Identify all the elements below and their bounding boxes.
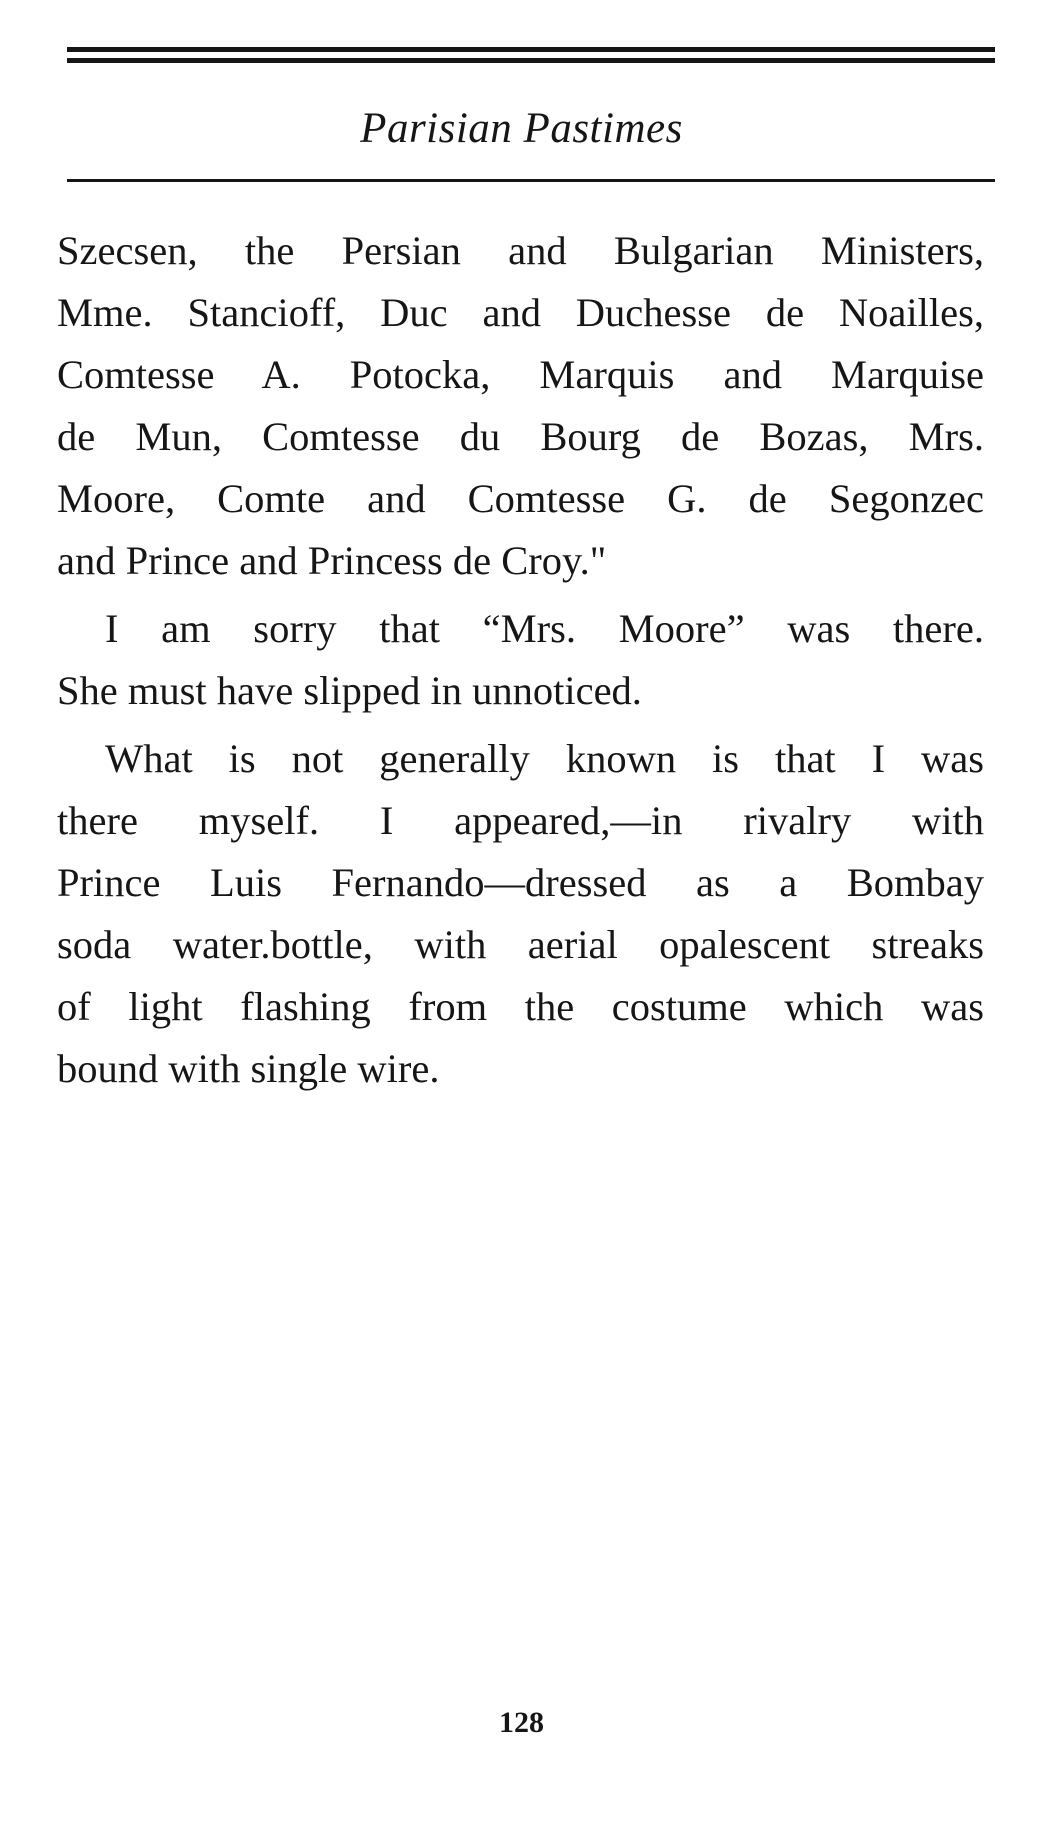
text-line: of light flashing from the costume which was <box>57 984 984 1029</box>
text-line: there myself. I appeared,—in rivalry with <box>57 798 984 843</box>
text-line: bound with single wire. <box>57 1046 440 1091</box>
body-text <box>57 220 984 1100</box>
text-line: I am sorry that “Mrs. Moore” was there. <box>105 606 984 651</box>
text-line: She must have slipped in unnoticed. <box>57 668 642 713</box>
header-double-rule-bottom <box>67 58 995 63</box>
text-line: Mme. Stancioff, Duc and Duchesse de Noailles, <box>57 290 984 335</box>
text-line: Prince Luis Fernando—dressed as a Bombay <box>57 860 984 905</box>
header-double-rule-top <box>67 47 995 52</box>
text-line: What is not generally known is that I was <box>105 736 984 781</box>
text-line: Moore, Comte and Comtesse G. de Segonzec <box>57 476 984 521</box>
text-line: Szecsen, the Persian and Bulgarian Ministers, <box>57 228 984 273</box>
text-line: soda water.bottle, with aerial opalescent streaks <box>57 922 984 967</box>
text-line: Comtesse A. Potocka, Marquis and Marquise <box>57 352 984 397</box>
page-number: 128 <box>499 1706 544 1739</box>
text-line: de Mun, Comtesse du Bourg de Bozas, Mrs. <box>57 414 984 459</box>
text-line: and Prince and Princess de Croy." <box>57 538 607 583</box>
running-head-title: Parisian Pastimes <box>360 105 683 152</box>
header-underline-rule <box>67 179 995 182</box>
